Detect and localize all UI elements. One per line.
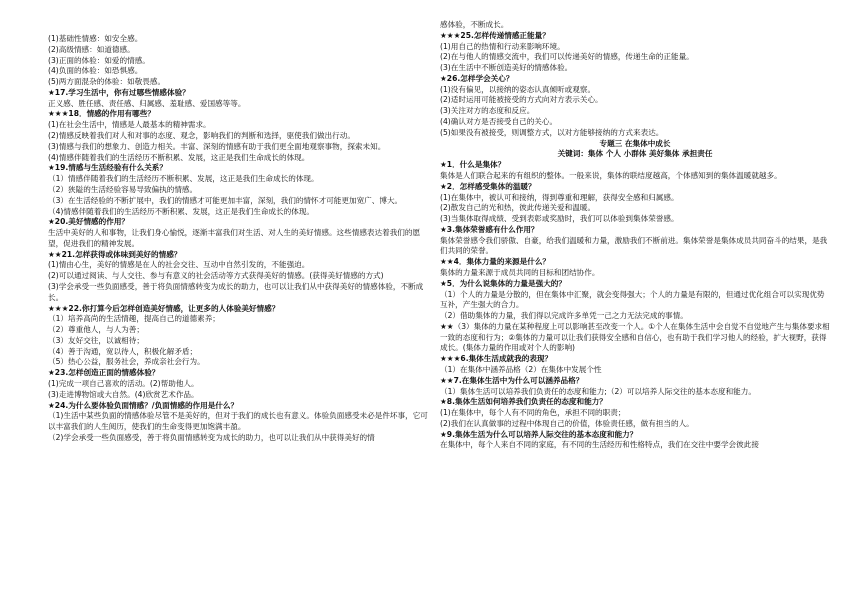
question-heading: ★★★6.集体生活成就我的表现？: [440, 354, 553, 364]
text-line: (5)如果没有被接受，则调整方式，以对方能够接纳的方式来表达。: [440, 127, 664, 137]
text-line: (3)当集体取得成绩、受到表彰或奖励时，我们可以体验到集体荣誉感。: [440, 214, 679, 224]
text-line: (2)适时运用可能被接受的方式向对方表示关心。: [440, 95, 603, 105]
right-column: [440, 20, 830, 451]
text-line: 感体验，不断成长。: [440, 20, 509, 29]
text-line: 在集体中，每个人来自不同的家庭，有不同的生活经历和性格特点，我们在交往中要学会彼此接: [440, 440, 759, 450]
text-line: 正义感、胜任感、责任感、归属感、羞耻感、爱国感等等。: [48, 98, 246, 108]
text-line: (2)高级情感：如道德感。: [48, 44, 135, 54]
question-heading: 关键词：集体 个人 小群体 美好集体 承担责任: [557, 149, 713, 159]
text-line: （1）个人的力量是分散的，但在集体中汇聚，就会变得强大；个人的力量是有限的，但通过优化组合可以实现优势互补，产生强大的合力。: [440, 289, 825, 310]
text-line: (2)我们在认真做事的过程中体现自己的价值，体验责任感，做有担当的人。: [440, 418, 694, 428]
text-line: (5)两方面混杂的体验：如敬畏感。: [48, 77, 166, 87]
text-line: 集体的力量来源于成员共同的目标和团结协作。: [440, 267, 600, 277]
text-line: （3）友好交往，以诚相待；: [48, 335, 144, 345]
text-line: （1)生活中某些负面的情感体验尽管不是美好的，但对于我们的成长也有意义。体验负面感受未必是件坏事，它可以丰富我们的人生阅历，使我们的生命变得更加饱满丰盈。: [48, 411, 428, 432]
text-line: (3)情感与我们的想象力、创造力相关。丰富、深刻的情感有助于我们更全面地观察事物，探索未知。: [48, 141, 386, 151]
text-line: (3)走进博物馆或大自然。(4)欣赏艺术作品。: [48, 389, 199, 399]
question-heading: ★9.集体生活为什么可以培养人际交往的基本态度和能力？: [440, 429, 638, 439]
text-line: 集体是人们联合起来的有组织的整体。一般来说，集体的联结度越高，个体感知到的集体温暖就越多。: [440, 170, 782, 180]
question-heading: ★17.学习生活中，你有过哪些情感体验？: [48, 87, 190, 97]
text-line: （2)学会承受一些负面感受，善于将负面情感转变为成长的助力，也可以让我们从中获得美好的情: [48, 432, 375, 442]
text-line: (1)基础性情感：如安全感。: [48, 34, 143, 43]
text-line: (3)在生活中不断创造美好的情感体验。: [440, 63, 573, 73]
text-line: (1)用自己的热情和行动来影响环境。: [440, 41, 565, 51]
text-line: (3)学会承受一些负面感受，善于将负面情感转变为成长的助力，也可以让我们从中获得美好的情感体验，不断成长。: [48, 281, 424, 302]
question-heading: ★20.美好情感的作用？: [48, 217, 130, 227]
text-line: (4)确认对方是否接受自己的关心。: [440, 117, 558, 127]
text-line: (1)在集体中，每个人有不同的角色，承担不同的职责；: [440, 408, 626, 418]
text-line: (1)没有偏见，以接纳的姿态认真倾听或观察。: [440, 84, 596, 94]
text-line: (4)负面的体验：如恐惧感。: [48, 66, 143, 76]
text-line: (2)散发自己的光和热，彼此传递关爱和温暖。: [440, 203, 596, 213]
question-heading: ★★★22.你打算今后怎样创造美好情感，让更多的人体验美好情感？: [48, 303, 280, 313]
left-column: [48, 34, 428, 444]
text-line: (1)在集体中，被认可和接纳，得到尊重和理解，获得安全感和归属感。: [440, 192, 679, 202]
question-heading: ★★★25.怎样传递情感正能量？: [440, 30, 550, 40]
text-line: (1)完成一项自己喜欢的活动。(2)帮助他人。: [48, 379, 199, 388]
question-heading: ★★7.在集体生活中为什么可以涵养品格？: [440, 375, 584, 385]
text-line: （2）借助集体的力量，我们得以完成许多单凭一己之力无法完成的事情。: [440, 311, 688, 321]
text-line: （1）情感伴随着我们的生活经历不断积累、发展，这正是我们生命成长的体现。: [48, 174, 319, 184]
question-heading: ★5．为什么说集体的力量是强大的？: [440, 278, 566, 288]
question-heading: ★★21.怎样获得或体味到美好的情感？: [48, 249, 182, 259]
text-line: (3)正面的体验：如爱的情感。: [48, 55, 150, 65]
text-line: （4）善于沟通，宽以待人，积极化解矛盾；: [48, 346, 198, 356]
text-line: 生活中美好的人和事物，让我们身心愉悦，逐渐丰富我们对生活、对人生的美好情感。这些情感表达着我们的愿望，促进我们的精神发展。: [48, 228, 421, 248]
text-line: ★★（3）集体的力量在某种程度上可以影响甚至改变一个人。①个人在集体生活中会自觉不自觉地产生与集体要求相一致的态度和行为；②集体的力量可以让我们获得安全感和自信心，也有助于我们学习他人的经验，扩大视野，获得成长。(集体力量的作用或对个人的影响): [440, 321, 830, 353]
question-heading: ★★★18．情感的作用有哪些？: [48, 109, 155, 119]
question-heading: ★24.为什么要体验负面情感？/负面情感的作用是什么？: [48, 400, 239, 410]
text-line: （3）在生活经验的不断扩展中，我们的情感才可能更加丰富，深刻，我们的情怀才可能更加宽广、博大。: [48, 195, 403, 205]
text-line: （1）集体生活可以培养我们负责任的态度和能力;（2）可以培养人际交往的基本态度和能力。: [440, 386, 756, 396]
question-heading: ★★4．集体力量的来源是什么？: [440, 257, 551, 267]
text-line: （1）在集体中涵养品格（2）在集体中发展个性: [440, 365, 602, 374]
text-line: (3)关注对方的态度和反应。: [440, 106, 535, 116]
question-heading: ★1．什么是集体？: [440, 160, 506, 170]
text-line: （2）尊重他人，与人为善；: [48, 325, 144, 335]
question-heading: ★19.情感与生活经验有什么关系？: [48, 163, 167, 173]
question-heading: ★26.怎样学会关心？: [440, 73, 514, 83]
text-line: (1)在社会生活中，情感是人最基本的精神需求。: [48, 120, 211, 130]
question-heading: ★3.集体荣誉感有什么作用？: [440, 224, 539, 234]
question-heading: ★8.集体生活如何培养我们负责任的态度和能力？: [440, 397, 607, 407]
question-heading: ★2．怎样感受集体的温暖？: [440, 181, 536, 191]
question-heading: 专题三 在集体中成长: [599, 138, 671, 148]
text-line: 集体荣誉感令我们骄傲、自豪，给我们温暖和力量，激励我们不断前进。集体荣誉是集体成员共同奋斗的结果，是我们共同的荣誉。: [440, 235, 828, 256]
text-line: (2)可以通过阅读、与人交往、参与有意义的社会活动等方式获得美好的情感。(获得美好情感的方式): [48, 271, 384, 281]
text-line: （4)情感伴随着我们的生活经历不断积累、发展，这正是我们生命成长的体现。: [48, 206, 314, 216]
text-line: （5）热心公益，服务社会，养成亲社会行为。: [48, 357, 205, 367]
text-line: (2)在与他人的情感交流中，我们可以传递美好的情感，传递生命的正能量。: [440, 52, 694, 62]
text-line: (4)情感伴随着我们的生活经历不断积累、发展，这正是我们生命成长的体现。: [48, 152, 310, 162]
text-line: (1)情由心生，美好的情感是在人的社会交往、互动中自然引发的，不能强迫。: [48, 260, 310, 270]
text-line: （1）培养高尚的生活情趣，提高自己的道德素养；: [48, 314, 220, 324]
question-heading: ★23.怎样创造正面的情感体验？: [48, 368, 160, 378]
text-line: (2)情感反映着我们对人和对事的态度、观念，影响我们的判断和选择，驱使我们做出行动。: [48, 131, 355, 141]
text-line: （2）狭隘的生活经验容易导致偏执的情感。: [48, 184, 198, 194]
